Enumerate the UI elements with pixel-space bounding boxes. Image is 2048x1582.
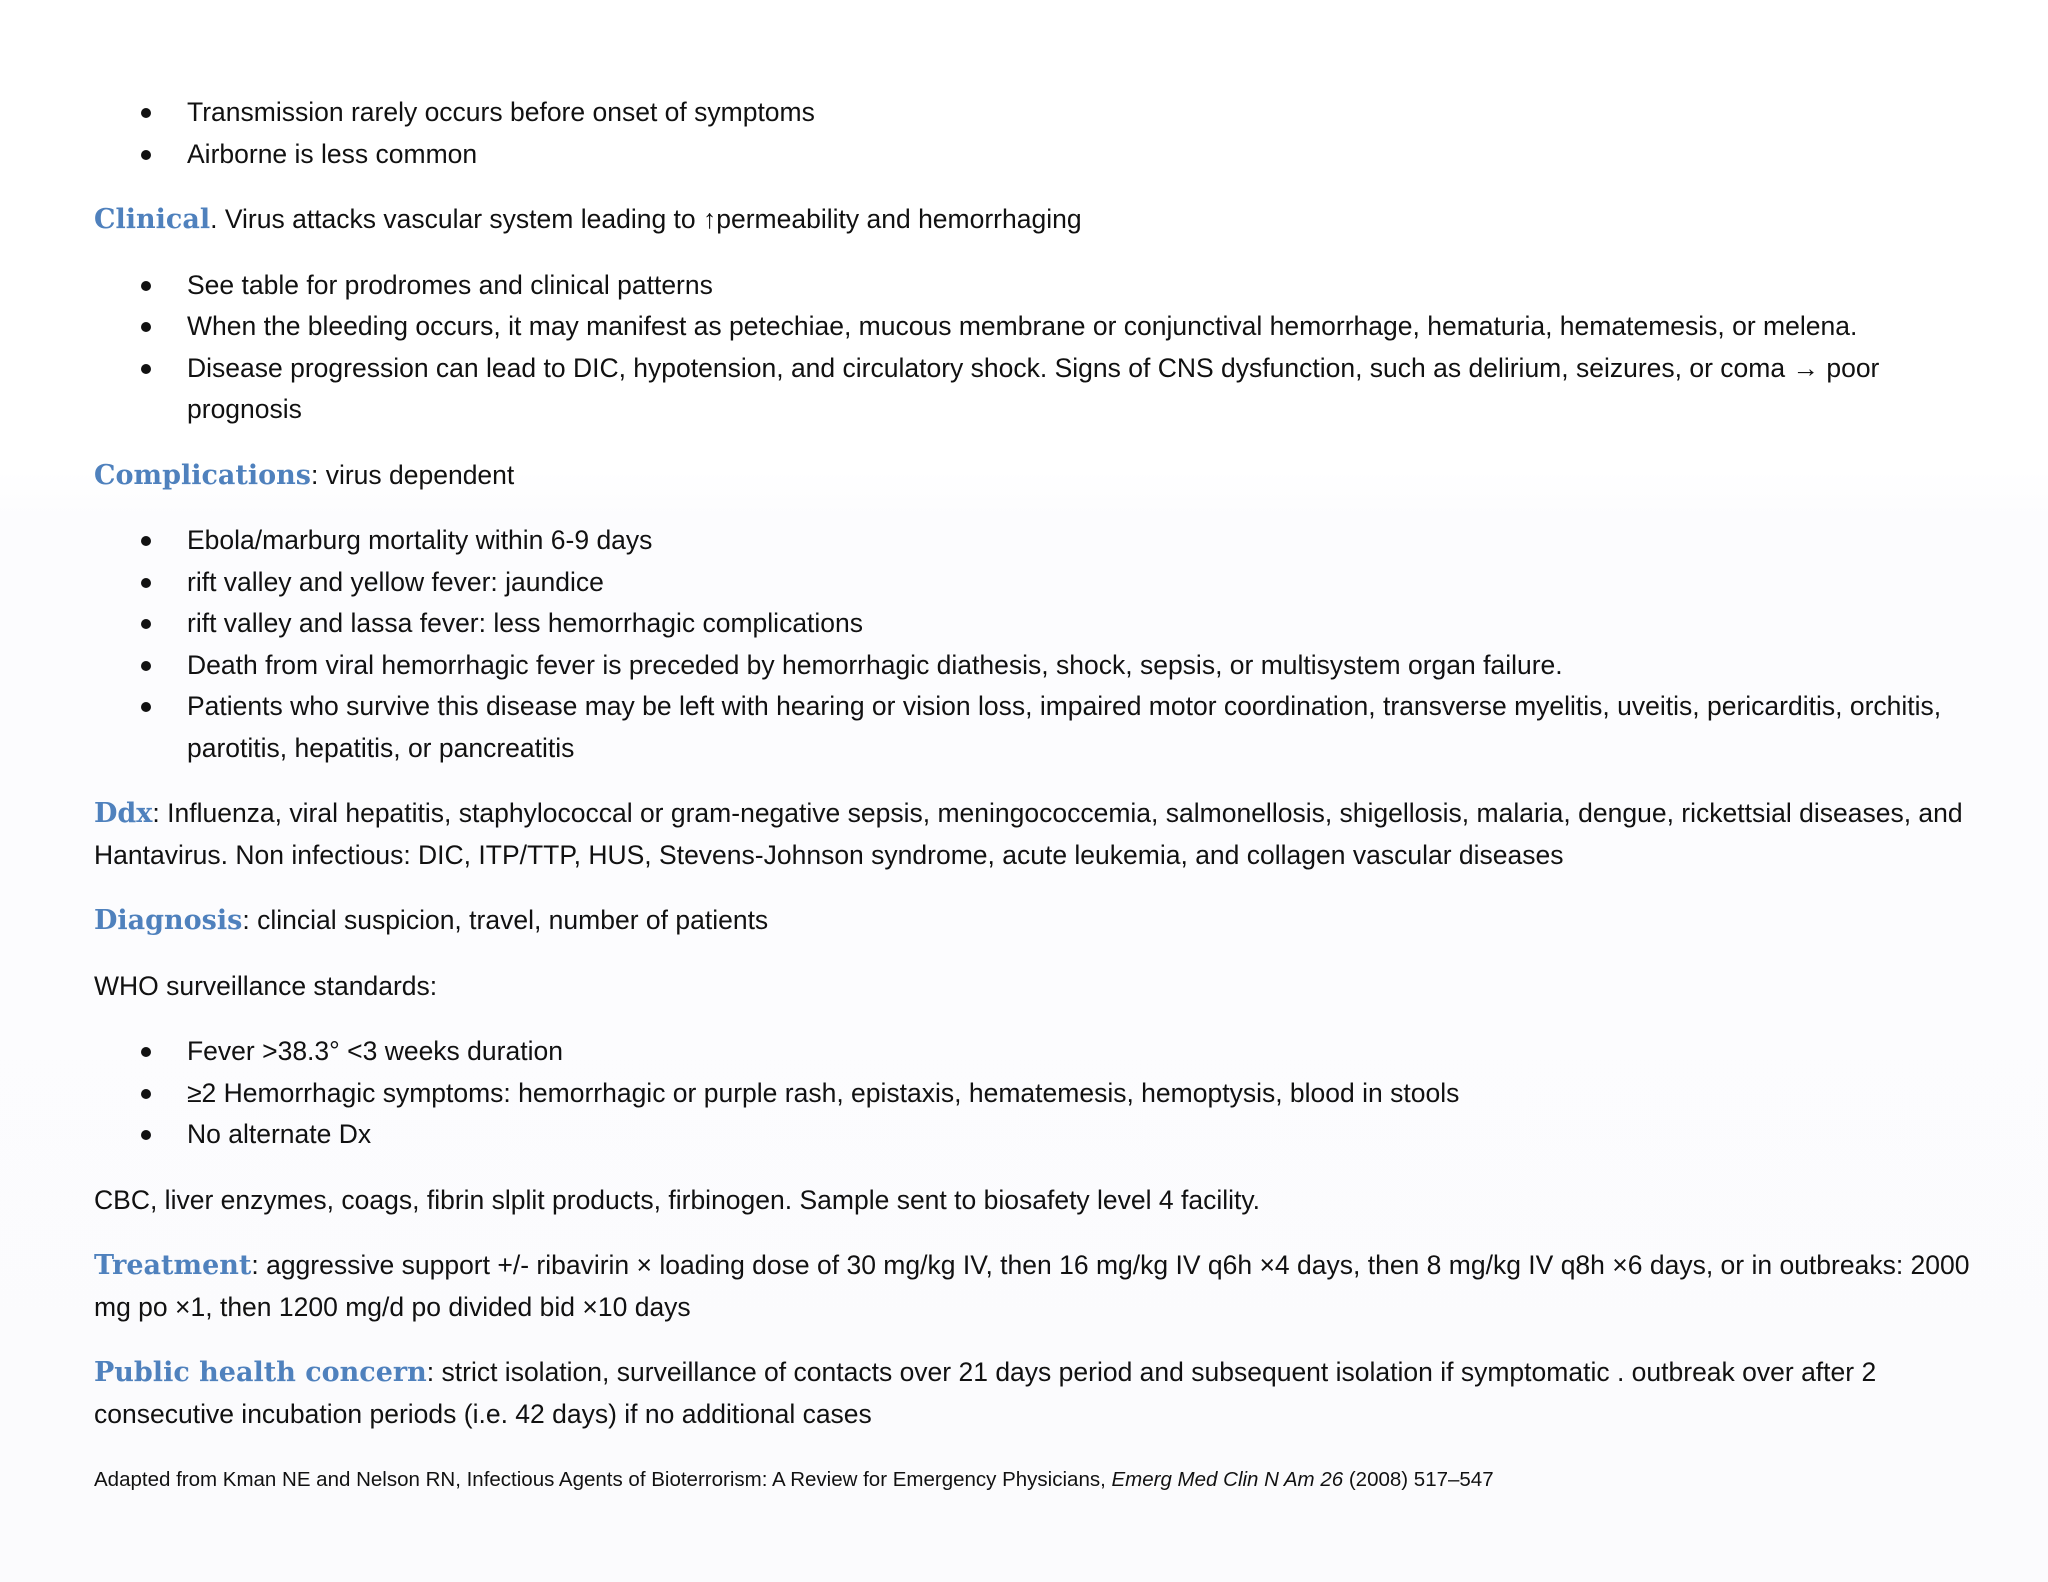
clinical-text: . Virus attacks vascular system leading to ↑permeability and hemorrhaging bbox=[210, 204, 1082, 234]
complications-list bbox=[94, 520, 1994, 769]
diagnosis-heading: Diagnosis bbox=[94, 905, 243, 936]
public-health-paragraph bbox=[94, 1352, 1994, 1435]
ddx-paragraph bbox=[94, 793, 1994, 876]
complications-text: : virus dependent bbox=[310, 459, 515, 490]
citation-prefix: Adapted from Kman NE and Nelson RN, Infectious Agents of Bioterrorism: A Review for Emergency Physicians, bbox=[94, 1468, 1112, 1491]
list-item: Transmission rarely occurs before onset of symptoms bbox=[94, 92, 1994, 134]
diagnosis-text: : clincial suspicion, travel, number of patients bbox=[242, 905, 769, 935]
labs-paragraph: CBC, liver enzymes, coags, fibrin slplit products, firbinogen. Sample sent to biosafety level 4 facility. bbox=[94, 1184, 1261, 1215]
list-item: ≥2 Hemorrhagic symptoms: hemorrhagic or purple rash, epistaxis, hematemesis, hemoptysis, blood in stools bbox=[94, 1073, 1994, 1115]
clinical-heading: Clinical bbox=[94, 204, 211, 235]
list-item: rift valley and lassa fever: less hemorrhagic complications bbox=[94, 603, 1994, 645]
list-item: Patients who survive this disease may be left with hearing or vision loss, impaired motor coordination, transverse myelitis, uveitis, pericarditis, orchitis, parotitis, hepatitis, or pancreatitis bbox=[94, 686, 1994, 769]
list-item: Death from viral hemorrhagic fever is preceded by hemorrhagic diathesis, shock, sepsis, or multisystem organ failure. bbox=[94, 645, 1994, 687]
public-health-heading: Public health concern bbox=[94, 1357, 427, 1388]
treatment-text: : aggressive support +/- ribavirin × loading dose of 30 mg/kg IV, then 16 mg/kg IV q6h ×4 days, then 8 mg/kg IV q8h ×6 days, or in outbreaks: 2000 mg po ×1, then 1200 mg/d po divided bid ×10 days bbox=[94, 1250, 1970, 1322]
complications-paragraph bbox=[94, 455, 1994, 497]
list-item: Fever >38.3° <3 weeks duration bbox=[94, 1031, 1994, 1073]
ddx-text: : Influenza, viral hepatitis, staphylococcal or gram-negative sepsis, meningococcemia, salmonellosis, shigellosis, malaria, dengue, rickettsial diseases, and Hantavirus. Non infectious: DIC, ITP/TTP, HUS, Stevens-Johnson syndrome, acute leukemia, and collagen vascular diseases bbox=[94, 798, 1963, 870]
list-item: No alternate Dx bbox=[94, 1114, 1994, 1156]
citation-journal: Emerg Med Clin N Am 26 bbox=[1111, 1468, 1344, 1491]
transmission-list bbox=[94, 92, 1994, 175]
ddx-heading: Ddx bbox=[94, 798, 153, 829]
who-standards-list bbox=[94, 1031, 1994, 1156]
citation-suffix: (2008) 517–547 bbox=[1343, 1468, 1494, 1491]
treatment-paragraph bbox=[94, 1245, 1994, 1328]
list-item: See table for prodromes and clinical patterns bbox=[94, 265, 1994, 307]
treatment-heading: Treatment bbox=[94, 1250, 252, 1281]
list-item: Disease progression can lead to DIC, hypotension, and circulatory shock. Signs of CNS dysfunction, such as delirium, seizures, or coma → poor prognosis bbox=[94, 348, 1994, 431]
clinical-list bbox=[94, 265, 1994, 431]
document-body bbox=[94, 92, 1994, 1459]
diagnosis-paragraph bbox=[94, 900, 1994, 942]
list-item: Airborne is less common bbox=[94, 134, 1994, 176]
who-standards-label: WHO surveillance standards: bbox=[94, 970, 438, 1001]
list-item: Ebola/marburg mortality within 6-9 days bbox=[94, 520, 1994, 562]
clinical-paragraph bbox=[94, 199, 1994, 241]
public-health-text: : strict isolation, surveillance of contacts over 21 days period and subsequent isolation if symptomatic . outbreak over after 2 consecutive incubation periods (i.e. 42 days) if no additional cases bbox=[94, 1357, 1877, 1429]
list-item: When the bleeding occurs, it may manifest as petechiae, mucous membrane or conjunctival hemorrhage, hematuria, hematemesis, or melena. bbox=[94, 306, 1994, 348]
complications-heading: Complications bbox=[94, 459, 311, 491]
citation-footnote bbox=[94, 1466, 1494, 1494]
list-item: rift valley and yellow fever: jaundice bbox=[94, 562, 1994, 604]
